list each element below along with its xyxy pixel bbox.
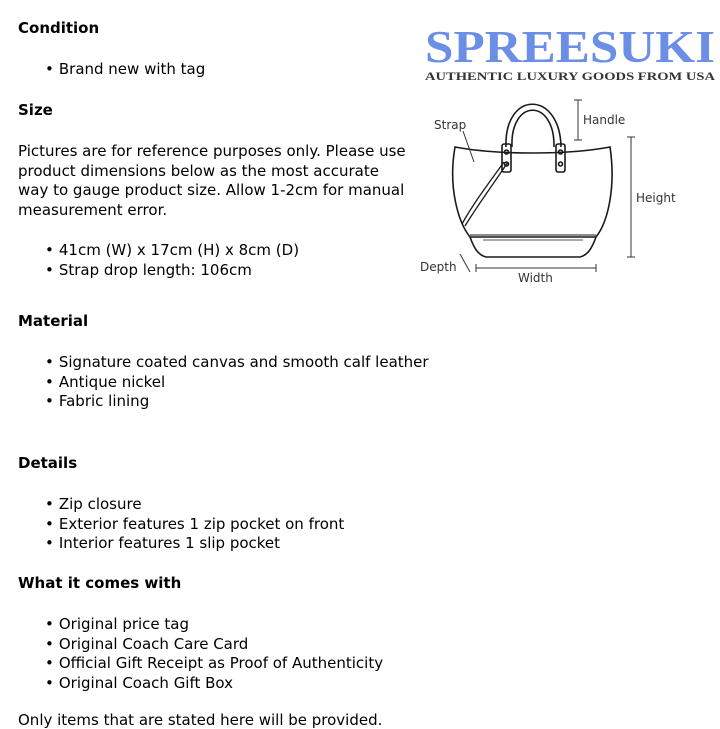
width-label: Width bbox=[518, 271, 553, 285]
list-item: • Exterior features 1 zip pocket on front bbox=[45, 515, 344, 535]
details-list bbox=[45, 495, 344, 554]
size-heading: Size bbox=[18, 101, 53, 119]
list-item: • Original price tag bbox=[45, 615, 383, 635]
bag-dimension-diagram bbox=[418, 92, 678, 292]
size-description: Pictures are for reference purposes only. Please use product dimensions below as the most accurate way to gauge product size. Allow 1-2cm for manual measurement error. bbox=[18, 142, 406, 219]
logo-wordmark: SPREESUKI bbox=[425, 21, 715, 72]
footer-note: Only items that are stated here will be provided. bbox=[18, 711, 383, 729]
material-heading: Material bbox=[18, 312, 89, 330]
height-label: Height bbox=[636, 191, 676, 205]
material-list bbox=[45, 353, 429, 412]
depth-label: Depth bbox=[420, 260, 457, 274]
list-item: • Brand new with tag bbox=[45, 60, 205, 80]
list-item: • Original Coach Gift Box bbox=[45, 674, 383, 694]
strap-label: Strap bbox=[434, 118, 467, 132]
details-heading: Details bbox=[18, 454, 78, 472]
comes-with-list bbox=[45, 615, 383, 693]
list-item: • Signature coated canvas and smooth calf leather bbox=[45, 353, 429, 373]
list-item: • Interior features 1 slip pocket bbox=[45, 534, 344, 554]
list-item: • 41cm (W) x 17cm (H) x 8cm (D) bbox=[45, 241, 299, 261]
comes-with-heading: What it comes with bbox=[18, 574, 182, 592]
list-item: • Fabric lining bbox=[45, 392, 429, 412]
condition-list bbox=[45, 60, 205, 80]
size-list bbox=[45, 241, 299, 280]
list-item: • Antique nickel bbox=[45, 373, 429, 393]
list-item: • Original Coach Care Card bbox=[45, 635, 383, 655]
logo-tagline: AUTHENTIC LUXURY GOODS FROM USA bbox=[425, 71, 716, 83]
condition-heading: Condition bbox=[18, 19, 100, 37]
handle-label: Handle bbox=[583, 113, 626, 127]
spreesuki-logo bbox=[423, 14, 718, 84]
tote-bag-icon bbox=[453, 104, 612, 257]
list-item: • Strap drop length: 106cm bbox=[45, 261, 299, 281]
list-item: • Zip closure bbox=[45, 495, 344, 515]
list-item: • Official Gift Receipt as Proof of Authenticity bbox=[45, 654, 383, 674]
